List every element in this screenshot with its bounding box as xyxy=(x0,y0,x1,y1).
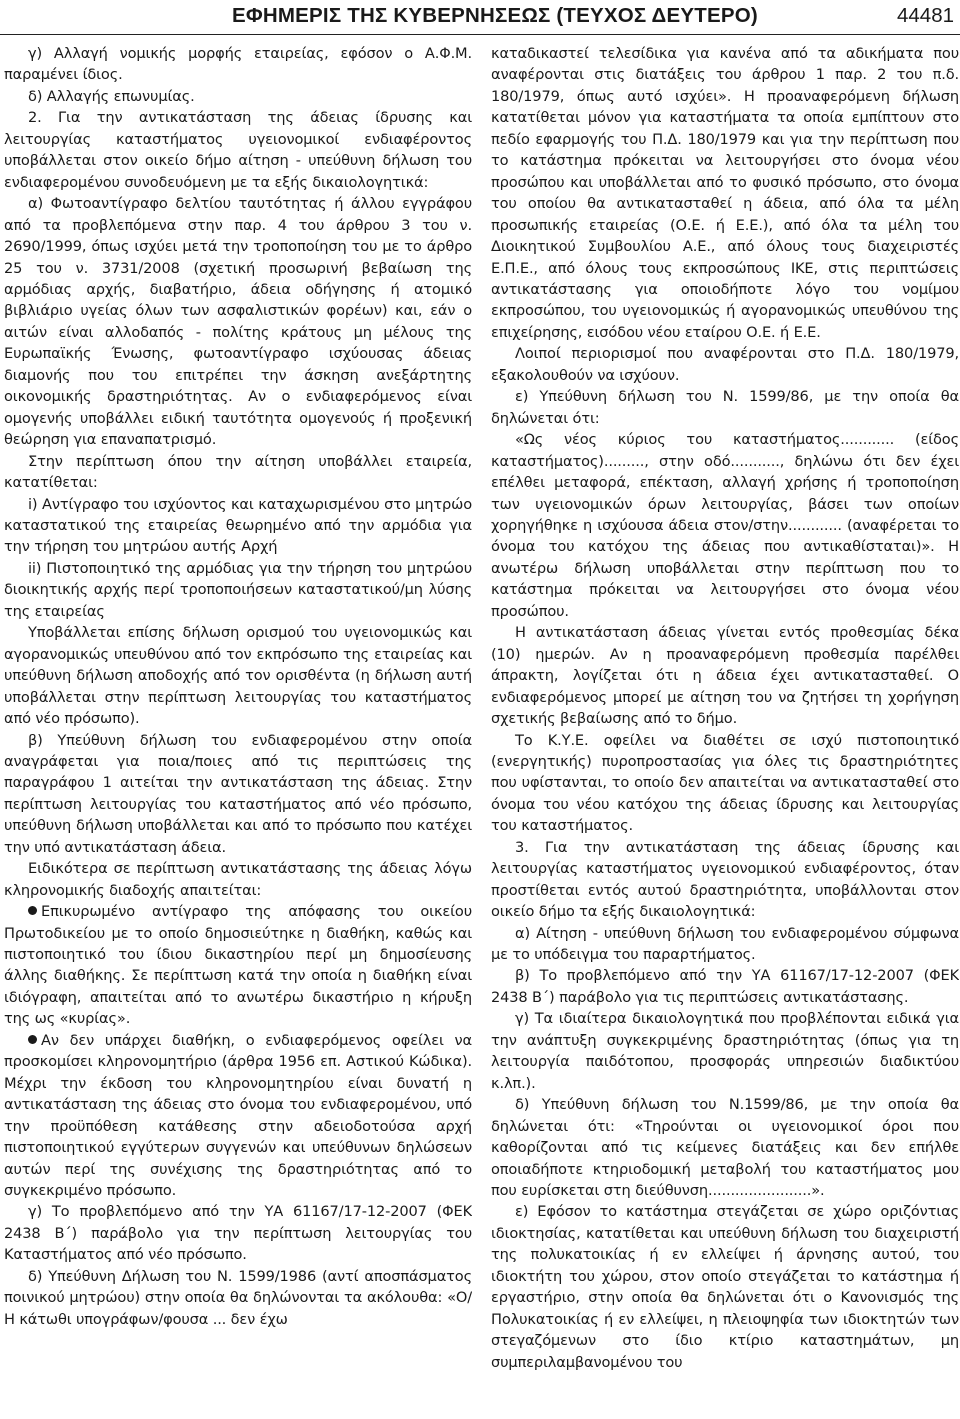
left-column xyxy=(4,43,472,1415)
paragraph: δ) Υπεύθυνη Δήλωση του Ν. 1599/1986 (αντί αποσπάσματος ποινικού μητρώου) στην οποία θα δηλώνονται τα ακόλουθα: «Ο/Η κάτωθι υπογράφων/φουσα ... δεν έχω xyxy=(4,1267,472,1328)
paragraph: ε) Εφόσον το κατάστημα στεγάζεται σε χώρο οριζόντιας ιδιοκτησίας, κατατίθεται και υπεύθυνη δήλωση του διαχειριστή της πολυκατοικίας ή εν ελλείψει ή άρνησης αυτού, του ιδιοκτήτη του χώρου, στον οποίο στεγάζεται το κατάστημα ή εργαστήριο, στην οποία θα δηλώνεται ότι ο Κανονισμός της Πολυκατοικίας ή εν ελλείψει, η πλειοψηφία των ιδιοκτητών των στεγαζόμενων στο ίδιο κτίριο καταστημάτων, μη συμπεριλαμβανομένου του xyxy=(491,1203,959,1371)
paragraph: γ) Τα ιδιαίτερα δικαιολογητικά που προβλέπονται ειδικά για την ανάπτυξη συγκεκριμένης δραστηριότητας (όπως για τη λειτουργία παιδότοπου, προσφοράς υπηρεσιών διαδικτύου κ.λπ.). xyxy=(491,1010,959,1092)
bullet-text: Επικυρωμένο αντίγραφο της απόφασης του οικείου Πρωτοδικείου με το οποίο δημοσιεύτηκε η διαθήκη, καθώς και πιστοποιητικό του ίδιου δικαστηρίου περί μη δημοσίευσης άλλης διαθήκης. Σε περίπτωση κατά την οποία η διαθήκη είναι ιδιόγραφη, απαιτείται από το ανωτέρω δικαστήριο η κήρυξη της ως «κυρίας». xyxy=(4,903,472,1028)
gazette-title: ΕΦΗΜΕΡΙΣ ΤΗΣ ΚΥΒΕΡΝΗΣΕΩΣ (ΤΕΥΧΟΣ ΔΕΥΤΕΡΟ) xyxy=(232,4,758,27)
paragraph: δ) Υπεύθυνη δήλωση του Ν.1599/86, με την οποία θα δηλώνεται ότι: «Τηρούνται οι υγειονομικοί όροι που καθορίζονται από τις κείμενες διατάξεις και δεν επήλθε οποιαδήποτε κτηριοδομική μεταβολή του καταστήματος μου που ευρίσκεται στη διεύθυνση.......................». xyxy=(491,1096,959,1200)
bullet-text: Αν δεν υπάρχει διαθήκη, ο ενδιαφερόμενος οφείλει να προσκομίσει κληρονομητήριο (άρθρα 1956 επ. Αστικού Κώδικα). Μέχρι την έκδοση του κληρονομητηρίου είναι δυνατή η αντικατάσταση της άδειας στο όνομα του ενδιαφερομένου, υπό την προϋπόθεση κατάθεσης στην αδειοδοτούσα αρχή πιστοποιητικού εγγύτερων συγγενών και υπεύθυνων δηλώσεων αυτών περί της συνέχισης της δραστηριότητας από το συγκεκριμένο πρόσωπο. xyxy=(4,1031,472,1200)
paragraph: α) Αίτηση - υπεύθυνη δήλωση του ενδιαφερομένου σύμφωνα με το υπόδειγμα του παραρτήματος. xyxy=(491,924,959,964)
bullet-item xyxy=(4,1030,472,1202)
page-number: 44481 xyxy=(896,4,954,27)
paragraph: Η αντικατάσταση άδειας γίνεται εντός προθεσμίας δέκα (10) ημερών. Αν η προαναφερόμενη προθεσμία παρέλθει άπρακτη, λογίζεται ότι η άδεια έχει αντικατασταθεί. Ο ενδιαφερόμενος μπορεί με αίτηση του να ζητήσει τη χορήγηση σχετικής βεβαίωσης από το δήμο. xyxy=(491,624,959,728)
paragraph: «Ως νέος κύριος του καταστήματος............ (είδος καταστήματος)........., στην οδό..........., δηλώνω ότι δεν έχει επέλθει μεταφορά, επέκταση, αλλαγή χρήσης ή τροποποίηση των υγειονομικών όρων λειτουργίας, βάσει των οποίων χορηγήθηκε η ισχύουσα άδεια στον/στην............ (αναφέρεται το όνομα του κατόχου της άδειας που αντικαθίσταται)». Η ανωτέρω δήλωση υποβάλλεται στην περίπτωση που το κατάστημα πρόκειται να λειτουργήσει στο όνομα νέου προσώπου. xyxy=(491,431,959,620)
bullet-icon xyxy=(28,906,37,915)
paragraph: i) Αντίγραφο του ισχύοντος και καταχωρισμένου στο μητρώο καταστατικού της εταιρείας θεωρημένο από την αρμόδια για την τήρηση του μητρώου αυτής Αρχή xyxy=(4,495,472,556)
page-header xyxy=(0,0,960,35)
paragraph: α) Φωτοαντίγραφο δελτίου ταυτότητας ή άλλου εγγράφου από τα προβλεπόμενα στην παρ. 4 του άρθρου 3 του ν. 2690/1999, όπως ισχύει μετά την τροποποίηση του με το άρθρο 25 του ν. 3731/2008 (σχετική προσωρινή βεβαίωση της αρμόδιας αρχής, διαβατήριο, άδεια οδήγησης ή ατομικό βιβλιάριο υγείας όλων των ασφαλιστικών φορέων) και, εάν ο αιτών είναι αλλοδαπός - πολίτης κράτους μη μέλους της Ευρωπαϊκής Ένωσης, φωτοαντίγραφο ισχύουσας άδειας διαμονής που του επιτρέπει την άσκηση ανεξάρτητης οικονομικής δραστηριότητας. Αν ο ενδιαφερόμενος είναι ομογενής υποβάλλει ειδική ταυτότητα ομογενούς ή προξενική θεώρηση για επαναπατρισμό. xyxy=(4,195,472,449)
bullet-item xyxy=(4,901,472,1030)
paragraph: δ) Αλλαγής επωνυμίας. xyxy=(28,87,195,105)
paragraph: Στην περίπτωση όπου την αίτηση υποβάλλει εταιρεία, κατατίθεται: xyxy=(4,452,472,492)
paragraph: Ειδικότερα σε περίπτωση αντικατάστασης της άδειας λόγω κληρονομικής διαδοχής απαιτείται: xyxy=(4,860,472,899)
paragraph: β) Το προβλεπόμενο από την ΥΑ 61167/17-12-2007 (ΦΕΚ 2438 Β΄) παράβολο για τις περιπτώσεις αντικατάστασης. xyxy=(491,967,959,1006)
paragraph: ε) Υπεύθυνη δήλωση του Ν. 1599/86, με την οποία θα δηλώνεται ότι: xyxy=(491,388,959,427)
right-column xyxy=(491,43,959,1415)
paragraph: 3. Για την αντικατάσταση της άδειας ίδρυσης και λειτουργίας καταστήματος υγειονομικού ενδιαφέροντος, όταν προστίθεται εντός αυτού δραστηριότητα, υποβάλλονται στον οικείο δήμο τα εξής δικαιολογητικά: xyxy=(491,838,959,921)
paragraph: γ) Το προβλεπόμενο από την ΥΑ 61167/17-12-2007 (ΦΕΚ 2438 Β΄) παράβολο για την περίπτωση λειτουργίας του Καταστήματος από νέο πρόσωπο. xyxy=(4,1203,472,1264)
paragraph: Το Κ.Υ.Ε. οφείλει να διαθέτει σε ισχύ πιστοποιητικό (ενεργητικής) πυροπροστασίας για όλες τις δραστηριότητες που υφίστανται, το οποίο δεν απαιτείται να αντικατασταθεί στο όνομα του νέου κατόχου της άδειας ίδρυσης και λειτουργίας του καταστήματος. xyxy=(491,731,959,835)
paragraph: 2. Για την αντικατάσταση της άδειας ίδρυσης και λειτουργίας καταστήματος υγειονομικοί ενδιαφέροντος υποβάλλεται στον οικείο δήμο αίτηση - υπεύθυνη δήλωση του ενδιαφερομένου συνοδευόμενη με τα εξής δικαιολογητικά: xyxy=(4,109,472,191)
paragraph: β) Υπεύθυνη δήλωση του ενδιαφερομένου στην οποία αναγράφεται για ποια/ποιες από τις περιπτώσεις της παραγράφου 1 αιτείται την αντικατάσταση της άδειας. Στην περίπτωση λειτουργίας του καταστήματος από νέο πρόσωπο, υπεύθυνη δήλωση υποβάλλεται και από το πρόσωπο που κατέχει την υπό αντικατάσταση άδεια. xyxy=(4,731,472,856)
paragraph: καταδικαστεί τελεσίδικα για κανένα από τα αδικήματα που αναφέρονται στις διατάξεις του άρθρου 1 παρ. 2 του π.δ. 180/1979, όπως αυτό ισχύει». Η προαναφερόμενη δήλωση κατατίθεται μόνον για καταστήματα τα οποία εμπίπτουν στο πεδίο εφαρμογής του Π.Δ. 180/1979 και για την περίπτωση που το κατάστημα πρόκειται να λειτουργήσει στο όνομα νέου προσώπου και υποβάλλεται από το φυσικό πρόσωπο, στο όνομα του οποίου θα αντικατασταθεί η άδεια, από όλα τα μέλη προσωπικής εταιρείας (Ο.Ε. ή Ε.Ε.), από όλα τα μέλη του Διοικητικού Συμβουλίου Α.Ε., από όλους τους διαχειριστές Ε.Π.Ε., από όλους τους εκπροσώπους ΙΚΕ, στις περιπτώσεις αντικατάστασης για οποιοδήποτε λόγο του νομίμου εκπροσώπου, του υγειονομικώς ή αγορανομικώς υπευθύνου της επιχείρησης, εισόδου νέου εταίρου Ο.Ε. ή Ε.Ε. xyxy=(491,45,959,341)
paragraph: γ) Αλλαγή νομικής μορφής εταιρείας, εφόσον ο Α.Φ.Μ. παραμένει ίδιος. xyxy=(4,45,472,84)
paragraph: ii) Πιστοποιητικό της αρμόδιας για την τήρηση του μητρώου διοικητικής αρχής περί τροποποιήσεων καταστατικού/μη λύσης της εταιρείας xyxy=(4,559,472,620)
bullet-icon xyxy=(28,1035,37,1044)
paragraph: Λοιποί περιορισμοί που αναφέρονται στο Π.Δ. 180/1979, εξακολουθούν να ισχύουν. xyxy=(491,345,959,384)
paragraph: Υποβάλλεται επίσης δήλωση ορισμού του υγειονομικώς και αγορανομικώς υπευθύνου από τον εκπρόσωπο της εταιρείας και υπεύθυνη δήλωση αποδοχής από τον ορισθέντα (η δήλωση αυτή υποβάλλεται στην περίπτωση λειτουργίας του καταστήματος από νέο πρόσωπο). xyxy=(4,624,472,728)
